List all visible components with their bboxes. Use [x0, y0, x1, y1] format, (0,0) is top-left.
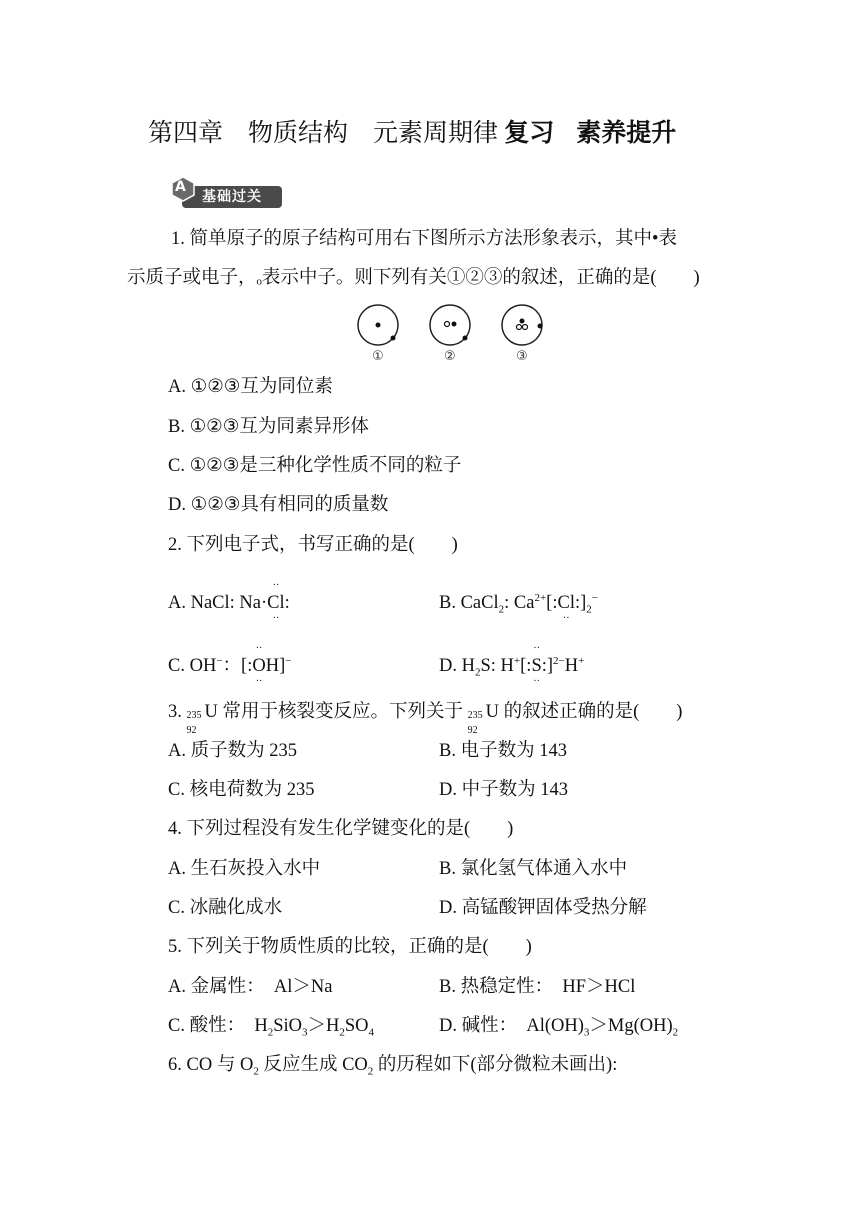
section-badge-label: 基础过关 — [182, 186, 282, 208]
q1-stem-line2: 示质子或电子，ₒ表示中子。则下列有关①②③的叙述，正确的是( ) — [127, 268, 700, 288]
q5-option-d: D. 碱性： $Al(OH)_3>Mg(OH)_2$ — [439, 1016, 679, 1039]
atom-label-2: ② — [444, 349, 456, 364]
q2-option-b: B. CaCl$_2$: $Ca^{2+}[:Cl$ ·· $:]_2^-$ — [439, 591, 598, 624]
q1-option-c: C. ①②③是三种化学性质不同的粒子 — [168, 456, 462, 476]
q1-stem-line1: 1. 简单原子的原子结构可用右下图所示方法形象表示，其中•表 — [171, 229, 677, 249]
title-chapter: 第四章 物质结构 元素周期律 — [148, 120, 499, 147]
q5-option-c: C. 酸性： $H_2SiO_3>H_2SO_4$ — [168, 1016, 375, 1039]
atom-diagram-1 — [355, 302, 401, 348]
q1-option-d: D. ①②③具有相同的质量数 — [168, 495, 389, 515]
q4-option-d: D. 高锰酸钾固体受热分解 — [439, 898, 647, 918]
q4-option-a: A. 生石灰投入水中 — [168, 859, 321, 879]
q3-option-a: A. 质子数为 235 — [168, 741, 297, 761]
q3-option-c: C. 核电荷数为 235 — [168, 780, 315, 800]
q3-stem: 3. 235 92 U 常用于核裂变反应。下列关于 235 92 U 的叙述正确的是( ) — [168, 702, 683, 736]
q4-option-c: C. 冰融化成水 — [168, 898, 283, 918]
q5-option-a: A. 金属性： Al＞Na — [168, 977, 333, 997]
q2-option-d: D. $H_2S$: H+[: ·· S ·· :]$^{2-}$H+ — [439, 643, 585, 687]
q3-option-d: D. 中子数为 143 — [439, 780, 568, 800]
atom-label-3: ③ — [516, 349, 528, 364]
q4-option-b: B. 氯化氢气体通入水中 — [439, 859, 628, 879]
q4-stem: 4. 下列过程没有发生化学键变化的是( ) — [168, 819, 514, 839]
atom-diagram-3 — [499, 302, 545, 348]
title-review: 复习 — [504, 120, 555, 147]
atom-label-1: ① — [372, 349, 384, 364]
q1-option-a: A. ①②③互为同位素 — [168, 377, 333, 397]
q5-stem: 5. 下列关于物质性质的比较，正确的是( ) — [168, 937, 532, 957]
atom-diagram-2 — [427, 302, 473, 348]
section-badge-letter: A — [175, 179, 186, 195]
page-title — [148, 113, 676, 149]
q2-option-c: C. OH−：[: ·· O ·· H]− — [168, 643, 292, 687]
section-badge — [170, 176, 282, 210]
q5-option-b: B. 热稳定性： HF＞HCl — [439, 977, 636, 997]
title-literacy: 素养提升 — [576, 120, 677, 147]
q6-stem: 6. CO 与 $O_2$ 反应生成 $CO_2$ 的历程如下(部分微粒未画出): — [168, 1055, 618, 1078]
q2-option-a: A. NaCl: Na· ·· Cl ·· : — [168, 580, 290, 624]
q2-stem: 2. 下列电子式，书写正确的是( ) — [168, 535, 458, 555]
q3-option-b: B. 电子数为 143 — [439, 741, 567, 761]
q1-option-b: B. ①②③互为同素异形体 — [168, 417, 369, 437]
